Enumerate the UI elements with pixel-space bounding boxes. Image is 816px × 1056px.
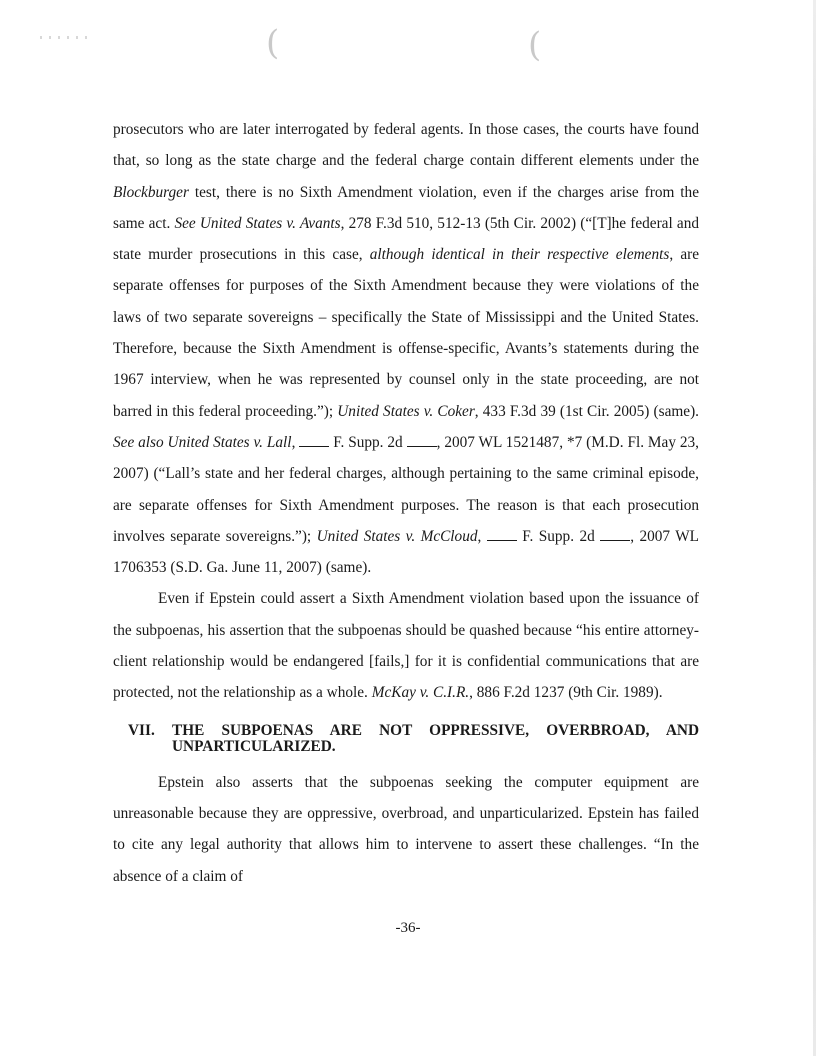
citation-blank	[299, 446, 329, 447]
section-number: VII.	[128, 721, 155, 739]
paragraph-attorney-client: Even if Epstein could assert a Sixth Amendment violation based upon the issuance of the subpoenas, his assertion that the subpoenas should be quashed because “his entire attorney-client relationship would be endangered [fails,] for it is confidential communications that are protected, not the relationship as a whole. McKay v. C.I.R., 886 F.2d 1237 (9th Cir. 1989).	[113, 590, 699, 702]
section-heading	[113, 723, 699, 756]
scan-artifact-mark: (	[528, 25, 542, 65]
citation-coker: United States v. Coker	[337, 402, 475, 420]
paragraph-sixth-amendment-cases: prosecutors who are later interrogated by federal agents. In those cases, the courts have found that, so long as the state charge and the federal charge contain different elements under the Blockburger test, there is no Sixth Amendment violation, even if the charges arise from the same act. See United States v. Avants, 278 F.3d 510, 512-13 (5th Cir. 2002) (“[T]he federal and state murder prosecutions in this case, although identical in their respective elements, are separate offenses for purposes of the Sixth Amendment because they were violations of the laws of two separate sovereigns – specifically the State of Mississippi and the United States. Therefore, because the Sixth Amendment is offense-specific, Avants’s statements during the 1967 interview, when he was represented by counsel only in the state proceeding, are not barred in this federal proceeding.”); United States v. Coker, 433 F.3d 39 (1st Cir. 2005) (same). See also United States v. Lall, F. Supp. 2d , 2007 WL 1521487, *7 (M.D. Fl. May 23, 2007) (“Lall’s state and her federal charges, although pertaining to the same criminal episode, are separate offenses for Sixth Amendment purposes. The reason is that each prosecution involves separate sovereigns.”); United States v. McCloud, F. Supp. 2d , 2007 WL 1706353 (S.D. Ga. June 11, 2007) (same).	[113, 121, 699, 577]
citation-blank	[600, 540, 630, 541]
document-body	[113, 114, 699, 892]
citation-avants: See United States v. Avants	[174, 214, 341, 232]
citation-blank	[487, 540, 517, 541]
scan-speckle	[40, 36, 88, 39]
case-name-blockburger: Blockburger	[113, 183, 189, 201]
citation-blank	[407, 446, 437, 447]
citation-mccloud: United States v. McCloud	[316, 527, 478, 545]
emphasized-quote: although identical in their respective elements	[369, 246, 670, 264]
paragraph-oppressive-subpoenas: Epstein also asserts that the subpoenas seeking the computer equipment are unreasonable because they are oppressive, overbroad, and unparticularized. Epstein has failed to cite any legal authority that allows him to intervene to assert these challenges. “In the absence of a claim of	[113, 773, 699, 885]
section-title: THE SUBPOENAS ARE NOT OPPRESSIVE, OVERBROAD, AND UNPARTICULARIZED.	[172, 721, 699, 756]
page-number: -36-	[395, 920, 421, 936]
citation-lall: See also United States v. Lall	[113, 433, 292, 451]
citation-mckay: McKay v. C.I.R.	[371, 684, 470, 702]
scan-artifact-mark: (	[266, 23, 280, 63]
